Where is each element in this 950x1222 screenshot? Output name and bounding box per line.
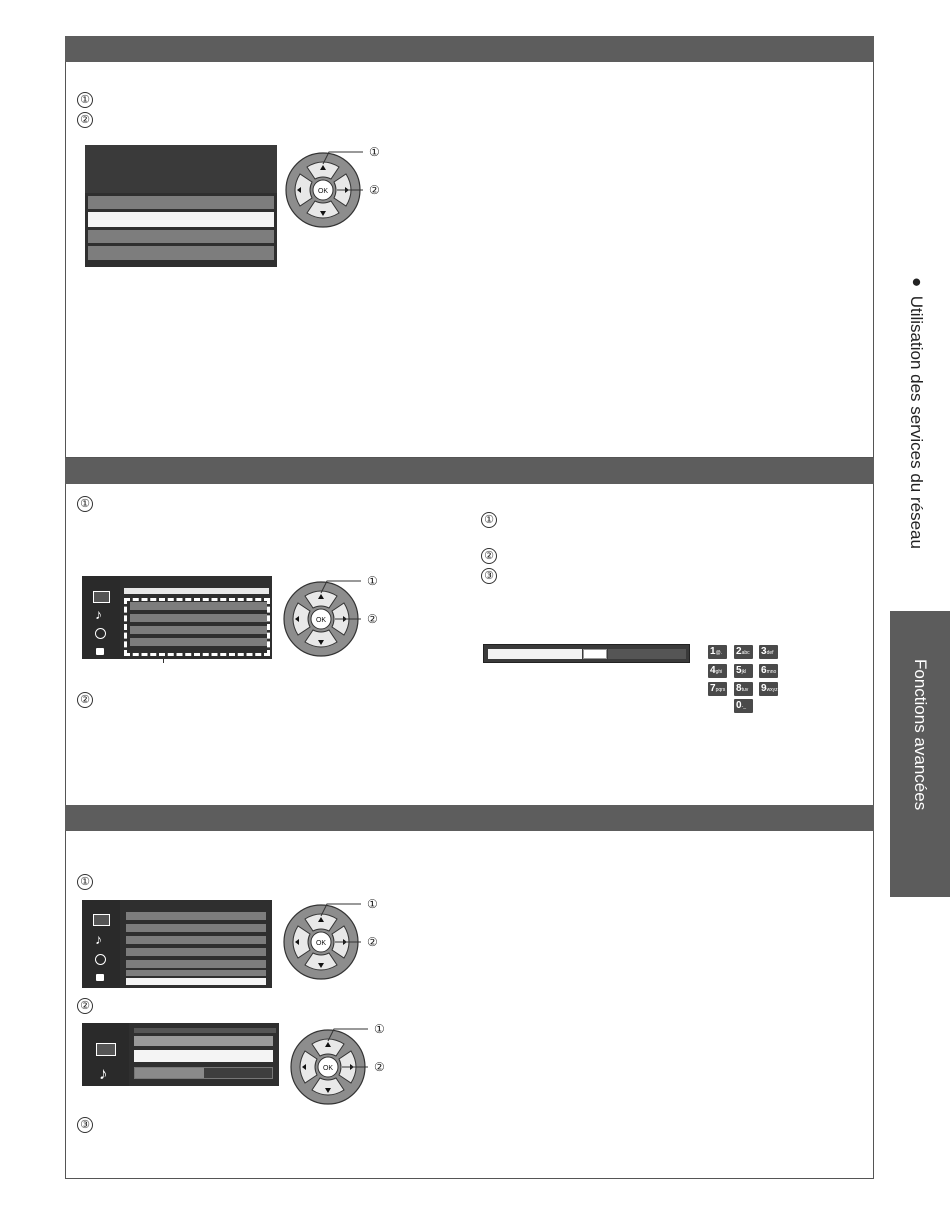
menu-row[interactable] <box>88 196 274 209</box>
setup-row[interactable] <box>126 948 266 956</box>
setup-row[interactable] <box>126 960 266 968</box>
menu-row-selected[interactable] <box>88 212 274 227</box>
network-services-side-label-text: ● Utilisation des services du réseau <box>907 272 926 549</box>
advanced-functions-side-tab-label: Fonctions avancées <box>911 659 930 811</box>
step-marker-2: ② <box>481 548 497 564</box>
submenu-illustration <box>82 1023 279 1086</box>
callout-2: ② <box>369 183 380 197</box>
highlight-dashed-outline <box>124 598 270 656</box>
picture-icon <box>93 914 110 926</box>
submenu-progress-fill <box>135 1068 204 1078</box>
advanced-functions-side-tab[interactable] <box>890 611 950 897</box>
section-2-header-bar <box>65 458 874 484</box>
settings-screen-illustration <box>82 576 272 659</box>
setup-row-selected[interactable] <box>126 978 266 985</box>
menu-row[interactable] <box>88 246 274 260</box>
step-marker-3: ③ <box>481 568 497 584</box>
menu-header-area <box>85 145 277 193</box>
lock-icon <box>96 974 104 981</box>
lock-icon <box>96 648 104 655</box>
keypad-key-1[interactable]: 1@. <box>708 645 727 659</box>
setup-row[interactable] <box>126 924 266 932</box>
step-marker-3: ③ <box>77 1117 93 1133</box>
input-field-remainder <box>608 649 686 659</box>
callout-1: ① <box>367 897 378 911</box>
submenu-progress-bar[interactable] <box>134 1067 273 1079</box>
picture-icon <box>96 1043 116 1056</box>
callout-2: ② <box>367 612 378 626</box>
callout-2: ② <box>367 935 378 949</box>
step-marker-2: ② <box>77 112 93 128</box>
keypad-key-3[interactable]: 3def <box>759 645 778 659</box>
step-marker-2: ② <box>77 692 93 708</box>
callout-2: ② <box>374 1060 385 1074</box>
input-field-cursor-box <box>583 649 607 659</box>
number-keypad <box>705 645 785 715</box>
step-marker-1: ① <box>77 496 93 512</box>
input-field-text-area[interactable] <box>488 649 582 659</box>
step-marker-1: ① <box>77 92 93 108</box>
setup-menu-illustration <box>82 900 272 988</box>
ok-button-label[interactable]: OK <box>317 188 329 195</box>
setup-row[interactable] <box>126 912 266 920</box>
callout-1: ① <box>369 145 380 159</box>
timer-icon <box>95 628 106 639</box>
step-marker-1: ① <box>77 874 93 890</box>
step-marker-2: ② <box>77 998 93 1014</box>
timer-icon <box>95 954 106 965</box>
menu-row[interactable] <box>88 230 274 243</box>
remote-dpad-illustration <box>283 895 383 981</box>
ok-button-label[interactable]: OK <box>315 617 327 624</box>
dashed-outline-pointer <box>163 656 164 663</box>
keypad-key-0[interactable]: 0-_ <box>734 699 753 713</box>
submenu-row[interactable] <box>134 1036 273 1046</box>
sound-icon: ♪ <box>95 606 102 622</box>
ok-button-label[interactable]: OK <box>322 1065 334 1072</box>
callout-1: ① <box>367 574 378 588</box>
keypad-key-2[interactable]: 2abc <box>734 645 753 659</box>
callout-1: ① <box>374 1022 385 1036</box>
remote-dpad-illustration <box>283 572 383 658</box>
ok-button-label[interactable]: OK <box>315 940 327 947</box>
keypad-key-8[interactable]: 8tuv <box>734 682 753 696</box>
input-field-illustration <box>483 644 690 663</box>
keypad-key-7[interactable]: 7pqrs <box>710 683 726 694</box>
picture-icon <box>93 591 110 603</box>
section-3-header-bar <box>65 805 874 831</box>
submenu-row-selected[interactable] <box>134 1050 273 1062</box>
submenu-title-bar <box>134 1028 276 1033</box>
settings-title-bar <box>124 588 269 594</box>
network-services-side-label <box>896 272 936 602</box>
setup-row[interactable] <box>126 936 266 944</box>
keypad-key-9[interactable]: 9wxyz <box>761 683 778 694</box>
step-marker-1: ① <box>481 512 497 528</box>
keypad-key-4[interactable]: 4ghi <box>708 664 727 678</box>
keypad-key-5[interactable]: 5jkl <box>734 664 753 678</box>
keypad-key-6[interactable]: 6mno <box>761 665 777 676</box>
menu-screen-illustration <box>85 145 277 267</box>
section-1-header-bar <box>65 36 874 62</box>
setup-row[interactable] <box>126 970 266 976</box>
sound-icon: ♪ <box>95 931 102 947</box>
sound-icon: ♪ <box>99 1064 108 1083</box>
section-3-frame <box>65 805 874 1179</box>
remote-dpad-illustration <box>290 1020 390 1106</box>
remote-dpad-illustration <box>285 143 385 229</box>
